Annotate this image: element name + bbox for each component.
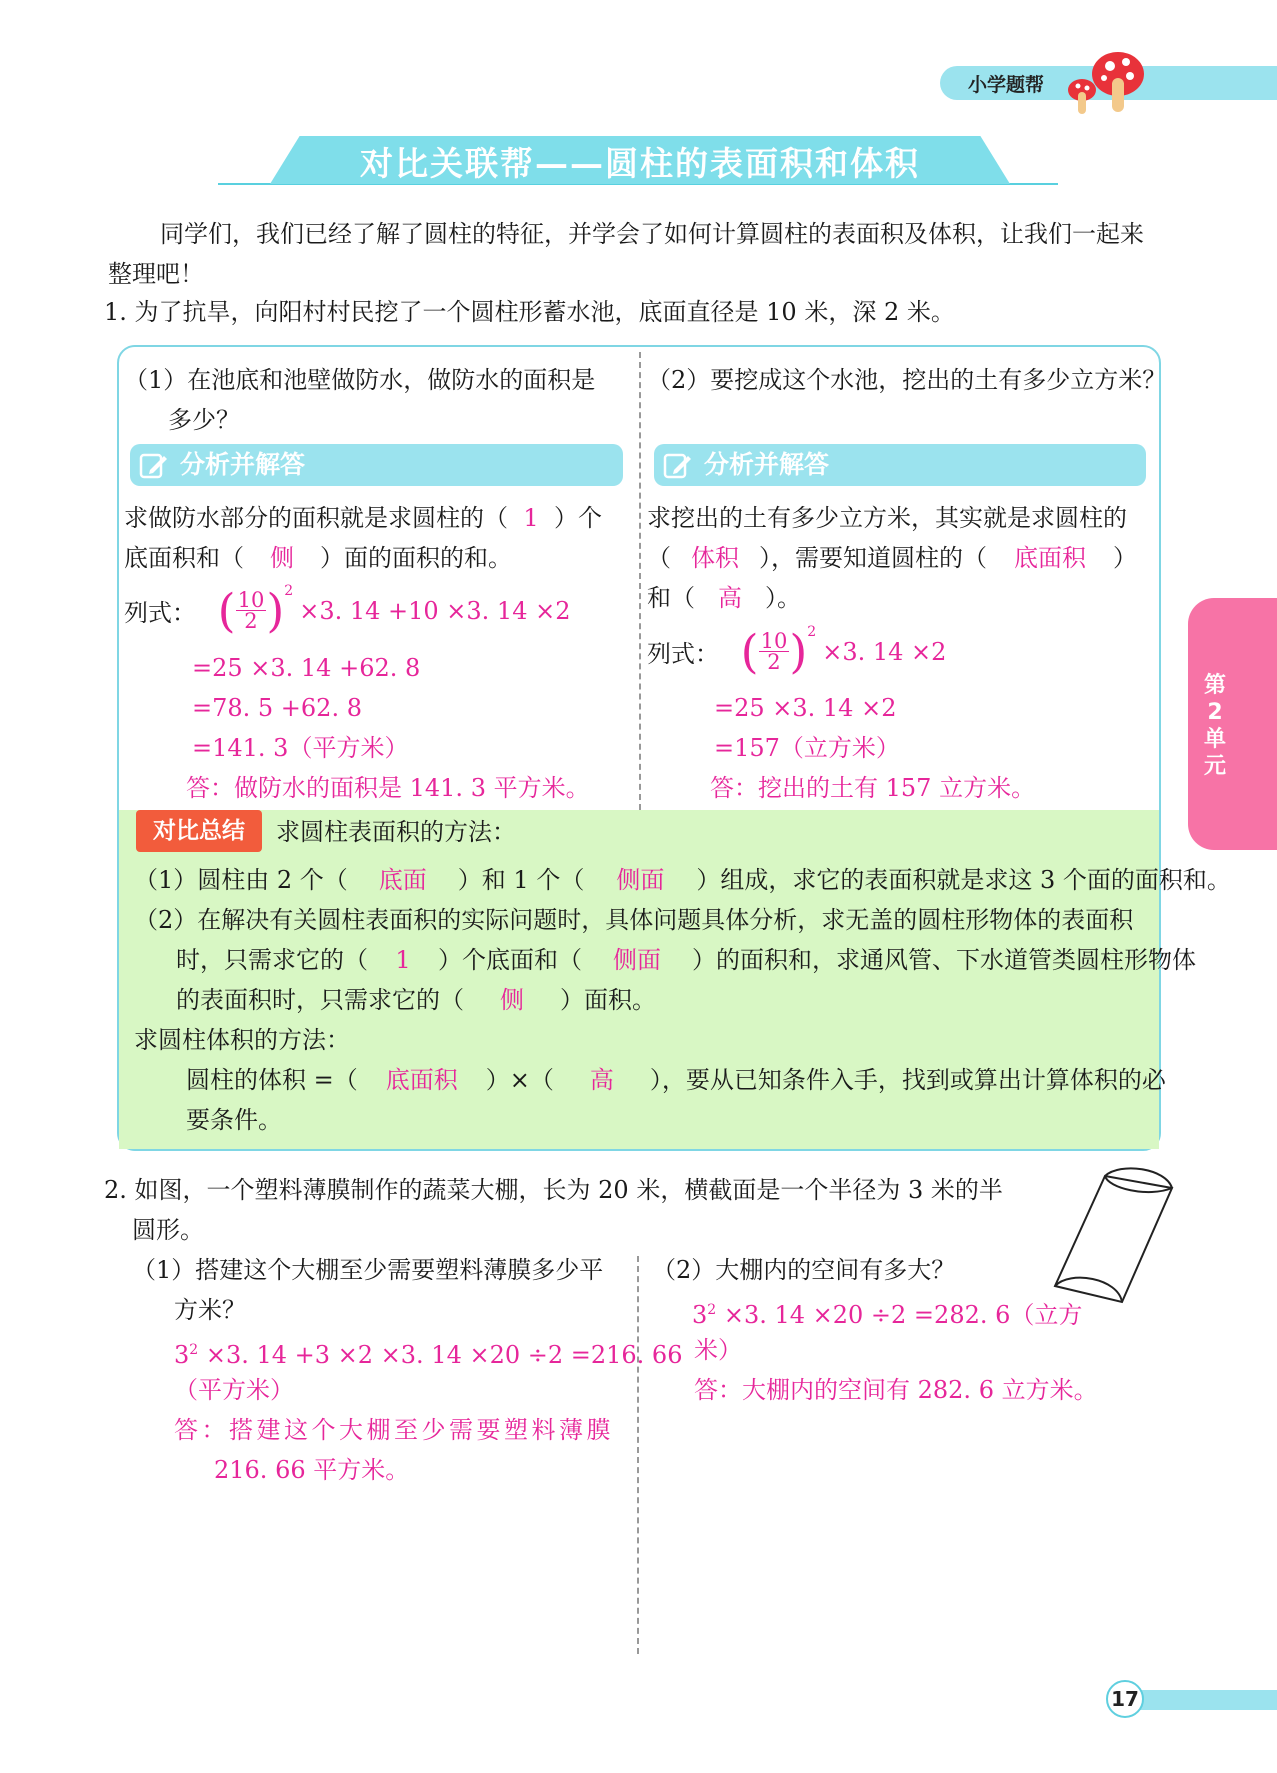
intro-line-2: 整理吧！ xyxy=(108,260,204,288)
q1-left-step-2: =78. 5 +62. 8 xyxy=(192,694,362,722)
q1-right-analysis-label: 分析并解答 xyxy=(704,450,830,479)
summary-volume-line-2: 要条件。 xyxy=(186,1106,282,1134)
q2-stem-line-1: 2. 如图，一个塑料薄膜制作的蔬菜大棚，长为 20 米，横截面是一个半径为 3 米的半 xyxy=(104,1176,1003,1204)
q1-left-formula: 列式： ( $\frac{10}{2}$ )$^2$×3. 14 +10 ×3. 14 ×2 xyxy=(124,583,571,638)
q2-right-calculation-line-2: 米） xyxy=(694,1336,742,1364)
q1-left-question-line-2: 多少？ xyxy=(168,406,240,434)
unit-side-label: 第2单元 xyxy=(1203,673,1226,779)
q1-right-answer-line-3: 和（ 高 ）。 xyxy=(647,578,801,618)
q2-left-calculation: $3^2 \times 3$. 14 +3 ×2 ×3. 14 ×20 ÷2 =216. 66 xyxy=(174,1341,683,1369)
blank: 底面 xyxy=(378,866,427,894)
half-cylinder-figure xyxy=(1048,1160,1178,1310)
q1-divider xyxy=(639,352,641,810)
q1-right-question: （2）要挖成这个水池，挖出的土有多少立方米？ xyxy=(647,366,1167,394)
q1-right-answer: 答：挖出的土有 157 立方米。 xyxy=(710,774,1036,802)
q1-right-answer-line-1: 求挖出的土有多少立方米，其实就是求圆柱的 xyxy=(647,504,1127,532)
summary-volume-line-1: 圆柱的体积 =（ 底面积 ）×（ 高 ），要从已知条件入手，找到或算出计算体积的必 xyxy=(186,1060,1166,1100)
q1-right-step-2: =157（立方米） xyxy=(714,734,900,762)
blank: 1 xyxy=(523,504,539,532)
blank: 底面积 xyxy=(385,1066,458,1094)
q1-left-answer-line-1: 求做防水部分的面积就是求圆柱的（ 1 ）个 xyxy=(124,498,602,538)
brand-label: 小学题帮 xyxy=(968,74,1045,96)
q2-right-calculation: $3^2 \times 3$. 14 ×20 ÷2 =282. 6（立方 xyxy=(692,1301,1083,1329)
q2-left-answer-line-1: 答：搭建这个大棚至少需要塑料薄膜 xyxy=(174,1416,614,1444)
q1-left-step-1: =25 ×3. 14 +62. 8 xyxy=(192,654,421,682)
summary-heading: 求圆柱表面积的方法： xyxy=(276,818,516,846)
q2-left-question-line-2: 方米？ xyxy=(174,1296,246,1324)
q1-left-step-3: =141. 3（平方米） xyxy=(192,734,409,762)
intro-line-1: 同学们，我们已经了解了圆柱的特征，并学会了如何计算圆柱的表面积及体积，让我们一起来 xyxy=(160,220,1144,248)
footer-bar xyxy=(1130,1690,1277,1710)
q2-divider xyxy=(637,1256,639,1654)
q2-left-calculation-unit: （平方米） xyxy=(174,1376,294,1404)
blank: 1 xyxy=(395,946,411,974)
q1-stem: 1. 为了抗旱，向阳村村民挖了一个圆柱形蓄水池，底面直径是 10 米，深 2 米。 xyxy=(104,298,955,326)
pencil-note-icon xyxy=(138,450,168,480)
blank: 高 xyxy=(589,1066,614,1094)
q1-left-answer: 答：做防水的面积是 141. 3 平方米。 xyxy=(186,774,590,802)
summary-point-2-line-3: 的表面积时，只需求它的（ 侧 ）面积。 xyxy=(176,980,656,1020)
q1-right-answer-line-2: （ 体积 ），需要知道圆柱的（ 底面积 ） xyxy=(647,538,1137,578)
q1-left-answer-line-2: 底面积和（ 侧 ）面的面积的和。 xyxy=(124,538,512,578)
page-number: 17 xyxy=(1111,1687,1139,1711)
blank: 侧面 xyxy=(616,866,665,894)
q2-right-answer: 答：大棚内的空间有 282. 6 立方米。 xyxy=(694,1376,1098,1404)
blank: 高 xyxy=(718,584,742,612)
q2-right-question: （2）大棚内的空间有多大？ xyxy=(652,1256,956,1284)
summary-point-1: （1）圆柱由 2 个（ 底面 ）和 1 个（ 侧面 ）组成，求它的表面积就是求这 3 个面的面积和。 xyxy=(134,860,1231,900)
q2-stem-line-2: 圆形。 xyxy=(132,1216,204,1244)
q1-right-formula: 列式： ( $\frac{10}{2}$ )$^2$×3. 14 ×2 xyxy=(647,624,947,679)
summary-tag-label: 对比总结 xyxy=(153,818,245,844)
blank: 侧面 xyxy=(613,946,661,974)
summary-point-2-line-2: 时，只需求它的（ 1 ）个底面和（ 侧面 ）的面积和，求通风管、下水道管类圆柱形物体 xyxy=(176,940,1196,980)
summary-volume-heading: 求圆柱体积的方法： xyxy=(134,1026,350,1054)
page-title: 对比关联帮——圆柱的表面积和体积 xyxy=(360,144,920,183)
summary-point-2-line-1: （2）在解决有关圆柱表面积的实际问题时，具体问题具体分析，求无盖的圆柱形物体的表面积 xyxy=(134,906,1134,934)
q2-left-answer-line-2: 216. 66 平方米。 xyxy=(214,1456,410,1484)
q2-left-question-line-1: （1）搭建这个大棚至少需要塑料薄膜多少平 xyxy=(132,1256,604,1284)
blank: 侧 xyxy=(500,986,524,1014)
pencil-note-icon xyxy=(662,450,692,480)
mushroom-icon xyxy=(1060,44,1150,116)
blank: 体积 xyxy=(691,544,739,572)
blank: 侧 xyxy=(270,544,294,572)
q1-right-step-1: =25 ×3. 14 ×2 xyxy=(714,694,897,722)
q1-left-question-line-1: （1）在池底和池壁做防水，做防水的面积是 xyxy=(124,366,596,394)
q1-left-analysis-label: 分析并解答 xyxy=(180,450,306,479)
blank: 底面积 xyxy=(1014,544,1086,572)
